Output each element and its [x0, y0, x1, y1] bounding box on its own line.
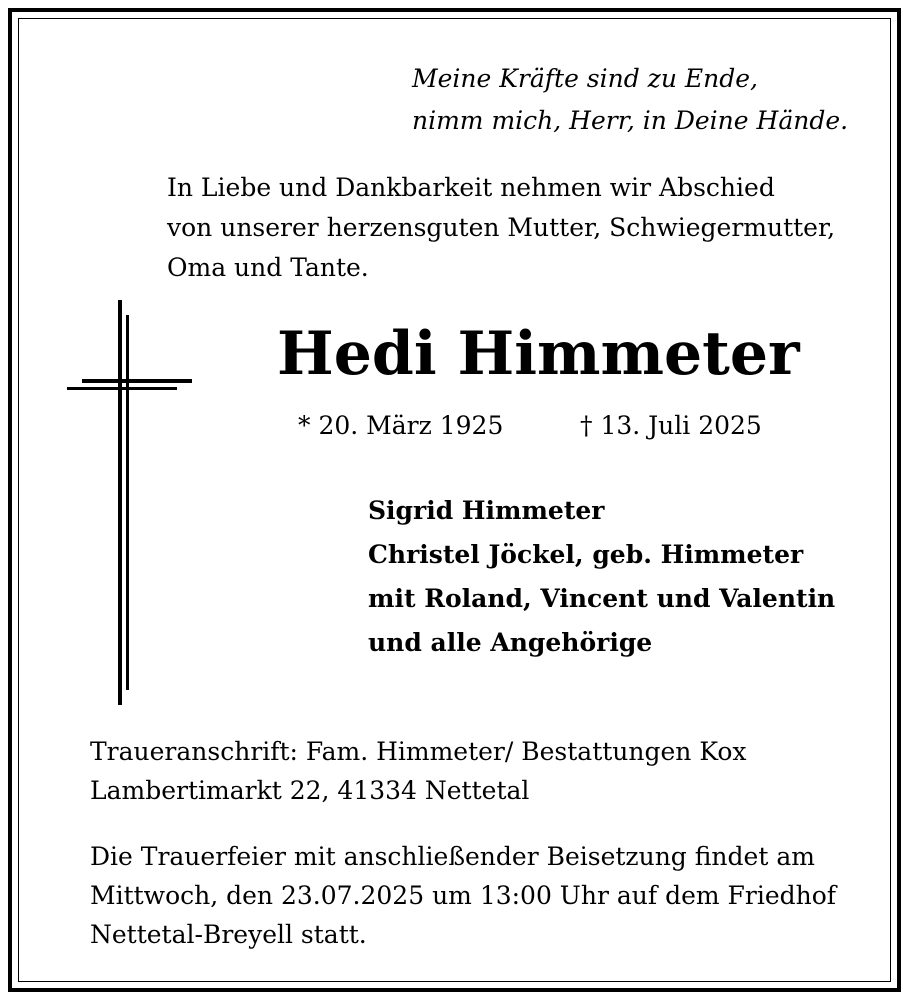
intro-line-1: In Liebe und Dankbarkeit nehmen wir Abschied — [167, 173, 775, 202]
intro-line-3: Oma und Tante. — [167, 253, 369, 282]
mourning-address — [90, 732, 747, 810]
death-date: † 13. Juli 2025 — [580, 411, 762, 440]
verse — [412, 58, 848, 142]
service-line-1: Die Trauerfeier mit anschließender Beisetzung findet am — [90, 842, 815, 871]
mourner: mit Roland, Vincent und Valentin — [368, 584, 836, 613]
service-line-3: Nettetal-Breyell statt. — [90, 920, 367, 949]
funeral-service-info — [90, 837, 836, 954]
cross-icon — [60, 295, 200, 710]
mourner: und alle Angehörige — [368, 628, 653, 657]
service-line-2: Mittwoch, den 23.07.2025 um 13:00 Uhr auf dem Friedhof — [90, 881, 837, 910]
deceased-name: Hedi Himmeter — [277, 319, 800, 389]
verse-line-2: nimm mich, Herr, in Deine Hände. — [412, 106, 849, 135]
address-line-2: Lambertimarkt 22, 41334 Nettetal — [90, 776, 530, 805]
mourner: Christel Jöckel, geb. Himmeter — [368, 540, 804, 569]
address-line-1: Traueranschrift: Fam. Himmeter/ Bestattungen Kox — [90, 737, 747, 766]
birth-date: * 20. März 1925 — [298, 411, 504, 440]
mourner: Sigrid Himmeter — [368, 496, 605, 525]
mourners-list — [368, 489, 835, 665]
intro-line-2: von unserer herzensguten Mutter, Schwiegermutter, — [167, 213, 836, 242]
verse-line-1: Meine Kräfte sind zu Ende, — [412, 64, 758, 93]
intro-text — [167, 168, 835, 288]
